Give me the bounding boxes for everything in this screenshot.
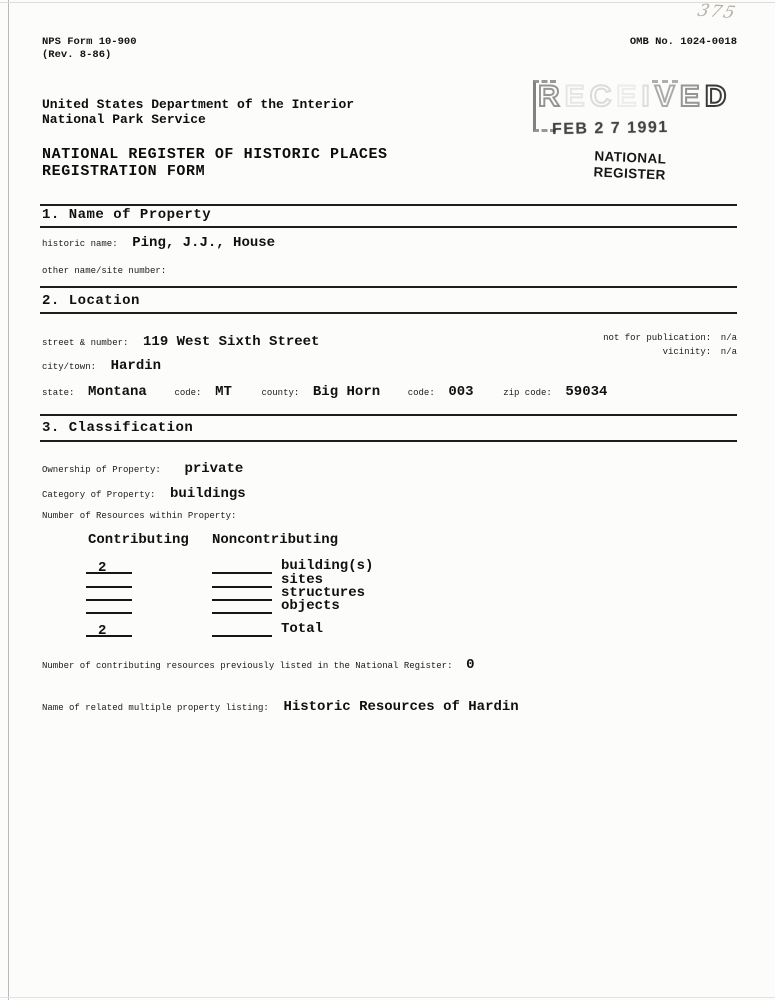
related-listing-label: Name of related multiple property listing: [42, 703, 269, 713]
contributing-objects-value [86, 600, 98, 616]
state-label: state: [42, 388, 75, 398]
national-register-stamp-line1: NATIONAL [594, 148, 667, 167]
not-for-publication-value: n/a [720, 333, 737, 343]
vicinity-value: n/a [720, 347, 737, 357]
resources-count-label: Number of Resources within Property: [42, 511, 237, 521]
state-value: Montana [88, 384, 147, 400]
previously-listed-row [42, 655, 474, 673]
vicinity-label: vicinity: [662, 347, 712, 357]
section-divider [40, 204, 737, 206]
resource-row-label: sites [281, 572, 324, 588]
contributing-header: Contributing [88, 532, 189, 548]
form-revision: (Rev. 8-86) [42, 49, 112, 61]
county-label: county: [261, 388, 300, 398]
resource-row-label: building(s) [281, 558, 374, 574]
category-value: buildings [170, 486, 246, 502]
street-row [42, 332, 319, 350]
noncontributing-total-value [212, 623, 224, 639]
category-label: Category of Property: [42, 490, 156, 500]
related-listing-value: Historic Resources of Hardin [283, 699, 519, 715]
section-divider [40, 312, 737, 314]
ownership-value: private [184, 461, 244, 477]
category-row [42, 484, 246, 502]
contributing-blank-line [86, 598, 132, 614]
county-code-value: 003 [448, 384, 474, 400]
historic-name-row [42, 233, 275, 251]
city-value: Hardin [110, 358, 162, 374]
section1-heading: 1. Name of Property [42, 207, 212, 223]
ownership-label: Ownership of Property: [42, 465, 161, 475]
state-code-label: code: [174, 388, 202, 398]
resource-row-label: objects [281, 598, 340, 614]
resource-row-objects [86, 596, 340, 614]
publication-block [603, 330, 737, 358]
vicinity-row [603, 344, 737, 358]
other-name-label: other name/site number: [42, 266, 167, 276]
city-label: city/town: [42, 362, 97, 372]
noncontributing-total-line [212, 621, 272, 637]
not-for-publication-label: not for publication: [603, 333, 712, 343]
form-title-line2: REGISTRATION FORM [42, 163, 206, 180]
historic-name-value: Ping, J.J., House [132, 235, 276, 251]
section-divider [40, 286, 737, 288]
related-listing-row [42, 697, 519, 715]
section-divider [40, 414, 737, 416]
contributing-total-value: 2 [98, 623, 107, 639]
zip-value: 59034 [565, 384, 608, 400]
scan-edge-top [0, 2, 775, 3]
received-stamp-date: FEB 2 7 1991 [551, 118, 669, 139]
form-title-line1: NATIONAL REGISTER OF HISTORIC PLACES [42, 146, 388, 163]
contributing-buildings-value: 2 [98, 560, 107, 576]
national-register-stamp [583, 148, 676, 184]
state-code-value: MT [215, 384, 232, 400]
county-code-label: code: [407, 388, 435, 398]
national-register-stamp-line2: REGISTER [593, 164, 667, 183]
noncontributing-objects-value [212, 600, 224, 616]
park-service-name: National Park Service [42, 112, 206, 127]
zip-label: zip code: [503, 388, 552, 398]
noncontributing-blank-line [212, 598, 272, 614]
section-divider [40, 226, 737, 228]
section-divider [40, 440, 737, 442]
resource-row-label: structures [281, 585, 366, 601]
scan-edge-left [8, 0, 9, 1000]
contributing-total-line [86, 621, 132, 637]
total-row-label: Total [281, 621, 324, 637]
previously-listed-value: 0 [466, 657, 475, 673]
other-name-row [42, 260, 171, 278]
handwritten-number: 375 [695, 0, 740, 24]
street-label: street & number: [42, 338, 129, 348]
form-number: NPS Form 10-900 [42, 36, 137, 48]
noncontributing-header: Noncontributing [212, 532, 339, 548]
ownership-row [42, 459, 243, 477]
received-stamp-icon: RECEIVED [538, 80, 732, 113]
section2-heading: 2. Location [42, 293, 140, 309]
historic-name-label: historic name: [42, 239, 118, 249]
resource-row-total [86, 619, 323, 637]
scan-edge-bottom [0, 997, 775, 998]
omb-number: OMB No. 1024-0018 [629, 36, 737, 48]
city-row [42, 356, 161, 374]
street-value: 119 West Sixth Street [143, 334, 320, 350]
state-row [42, 382, 607, 400]
agency-name: United States Department of the Interior [42, 97, 355, 112]
section3-heading: 3. Classification [42, 420, 194, 436]
previously-listed-label: Number of contributing resources previously listed in the National Register: [42, 661, 453, 671]
county-value: Big Horn [312, 384, 381, 400]
